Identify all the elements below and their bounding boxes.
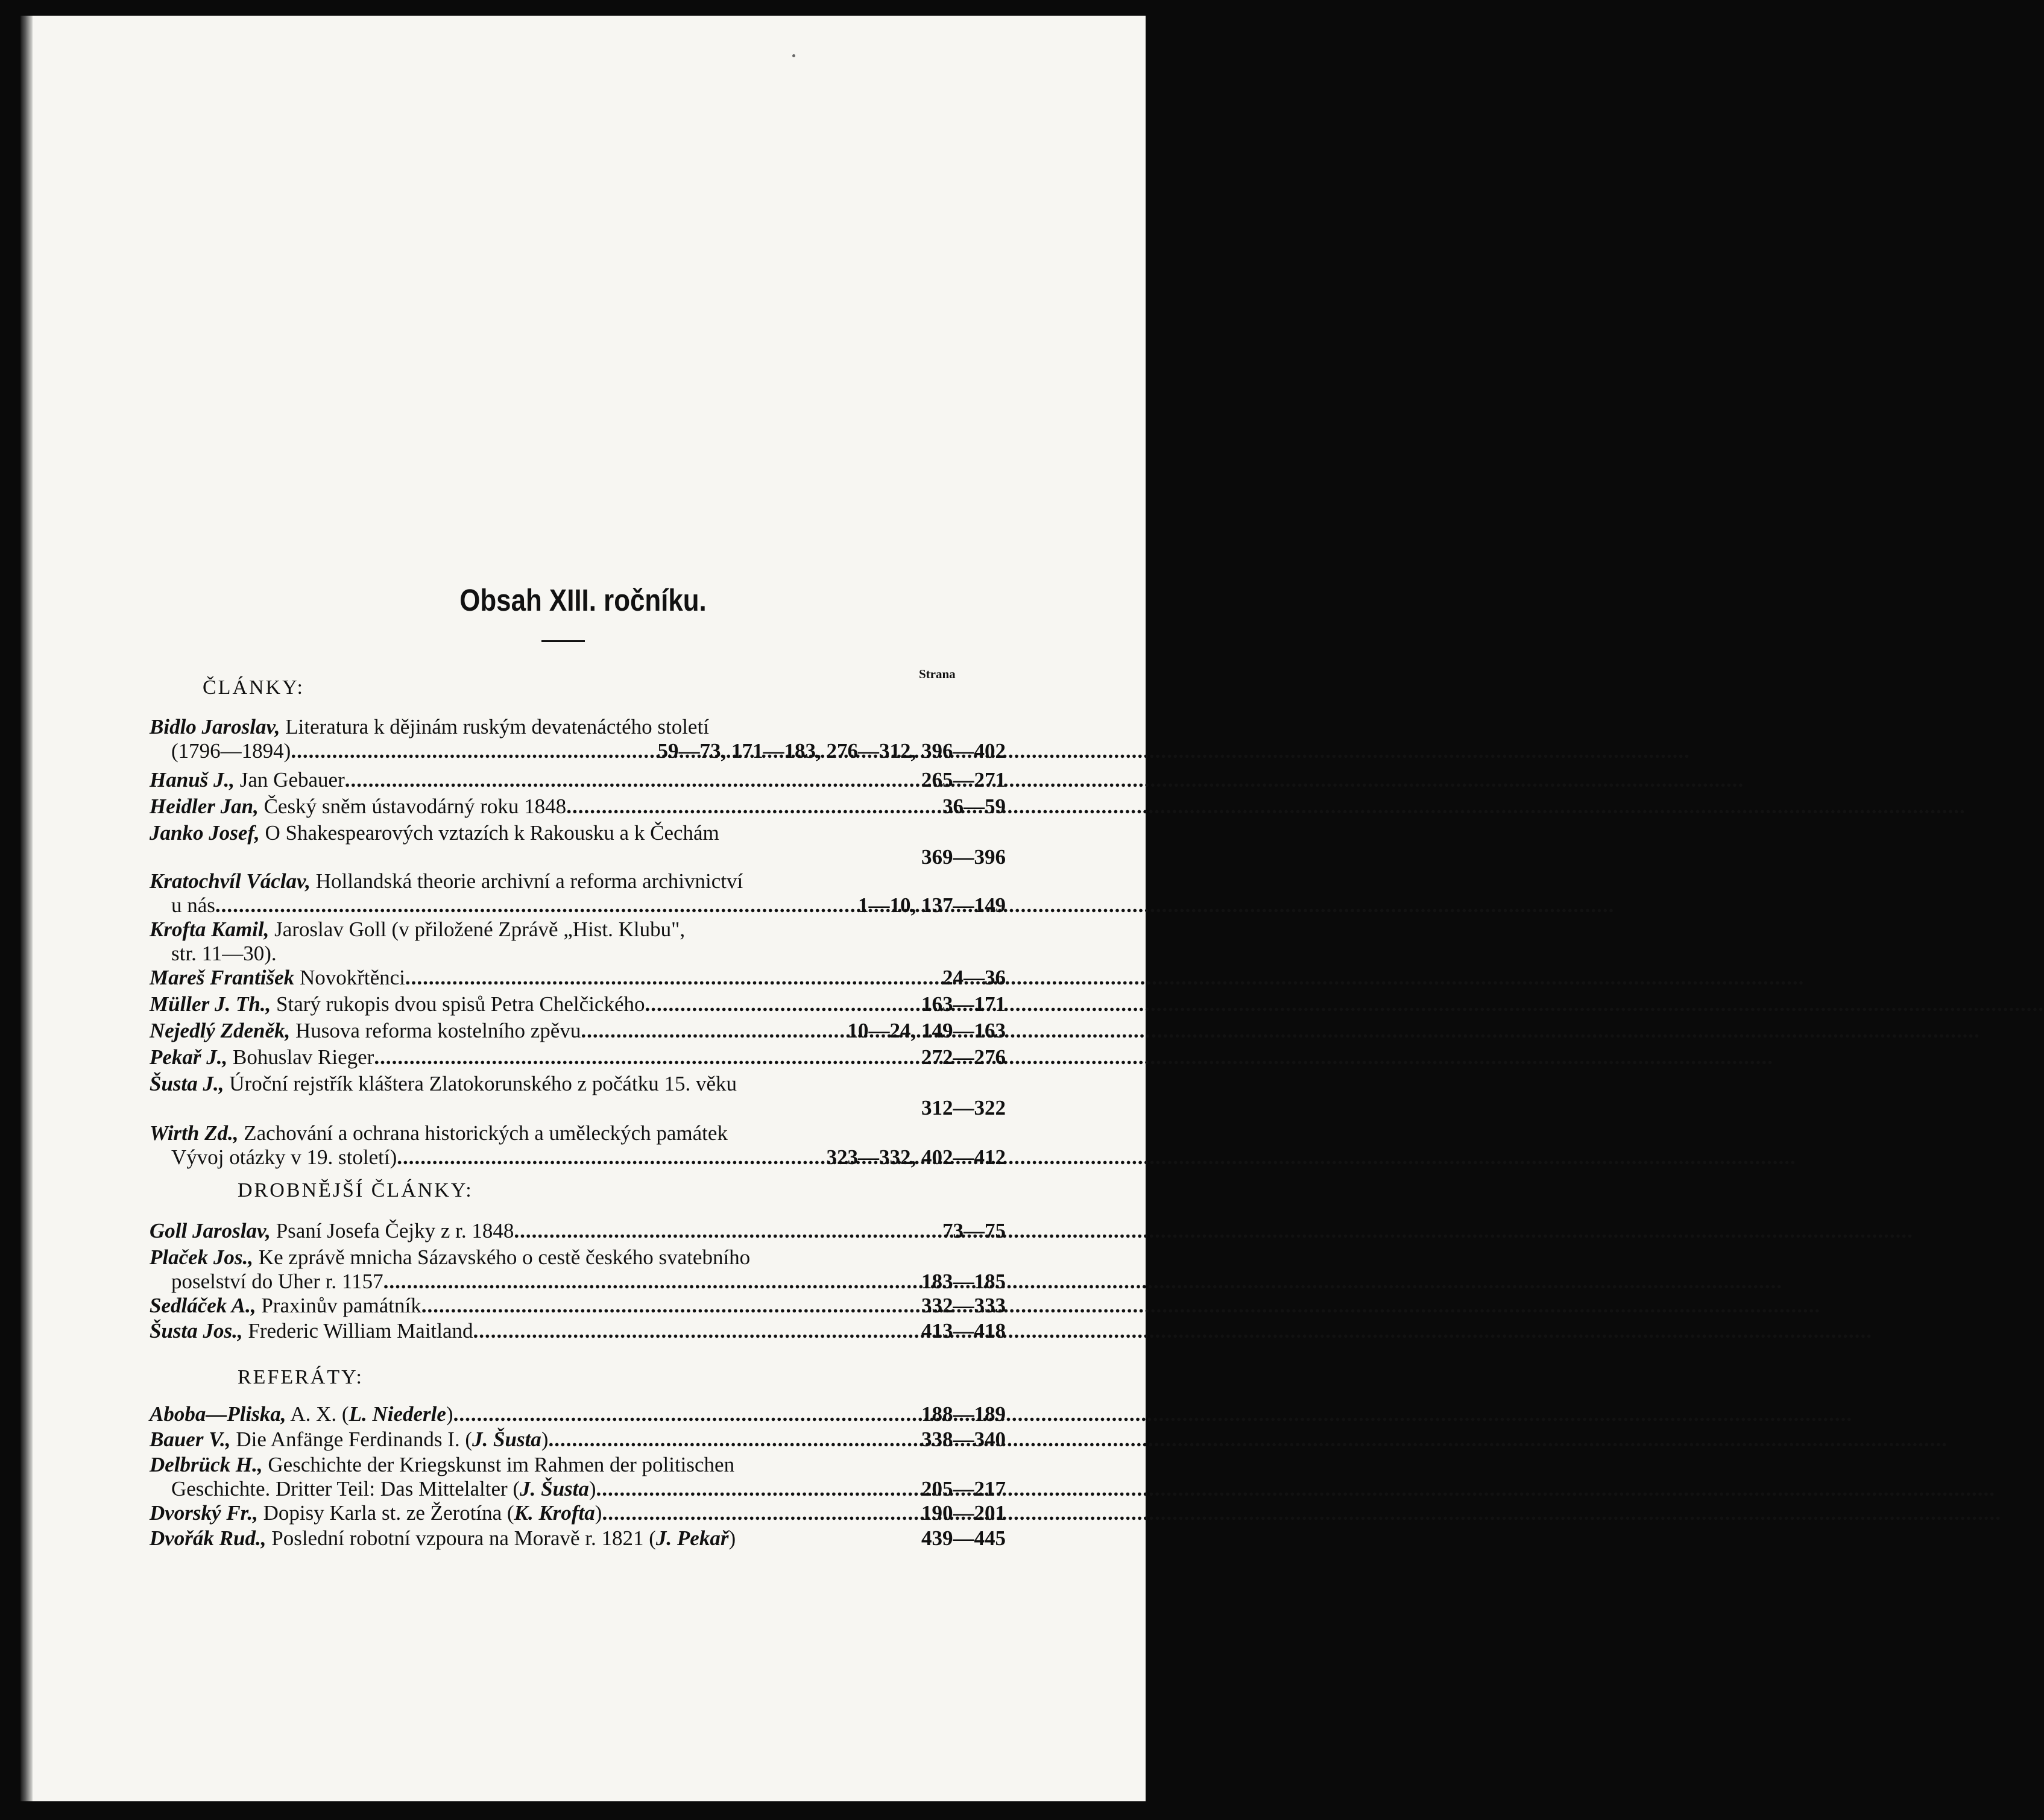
entry-pages: 272—276 bbox=[921, 1045, 1006, 1069]
toc-entry-muller[interactable] bbox=[150, 992, 1006, 1016]
entry-title: Frederic William Maitland bbox=[242, 1319, 473, 1343]
leader-dots bbox=[421, 1294, 921, 1318]
toc-entry-heidler[interactable] bbox=[150, 795, 1006, 819]
entry-author: Šusta J., bbox=[150, 1072, 224, 1095]
leader-dots bbox=[453, 1402, 921, 1426]
entry-title: Praxinův památník bbox=[256, 1294, 421, 1317]
toc-entry-mares[interactable] bbox=[150, 966, 1006, 990]
entry-title: Ke zprávě mnicha Sázavského o cestě českého svatebního bbox=[253, 1245, 751, 1269]
entry-pages: 338—340 bbox=[921, 1428, 1006, 1451]
entry-title-continued: poselství do Uher r. 1157 bbox=[171, 1270, 383, 1293]
entry-reviewer: J. Šusta bbox=[472, 1428, 541, 1451]
leader-dots bbox=[291, 739, 657, 763]
toc-entry-placek[interactable] bbox=[150, 1245, 1006, 1294]
entry-title-continued: Vývoj otázky v 19. století) bbox=[171, 1145, 397, 1169]
entry-pages: 205—217 bbox=[921, 1477, 1006, 1500]
page-title: Obsah XIII. ročníku. bbox=[459, 583, 707, 617]
entry-author: Janko Josef, bbox=[150, 821, 260, 845]
book-page bbox=[21, 16, 1146, 1801]
toc-entry-aboba[interactable] bbox=[150, 1402, 1006, 1426]
entry-reviewer: J. Pekař bbox=[655, 1526, 729, 1550]
toc-entry-pekar[interactable] bbox=[150, 1045, 1006, 1069]
entry-pages: 183—185 bbox=[921, 1270, 1006, 1293]
entry-author: Aboba—Pliska, bbox=[150, 1402, 286, 1426]
entry-pages: 332—333 bbox=[921, 1294, 1006, 1317]
toc-entry-krofta[interactable] bbox=[150, 918, 1006, 966]
leader-dots bbox=[581, 1019, 847, 1043]
toc-entry-dvorak[interactable] bbox=[150, 1526, 1006, 1551]
leader-dots bbox=[645, 992, 922, 1016]
entry-close-paren: ) bbox=[595, 1501, 602, 1525]
toc-entry-dvorsky[interactable] bbox=[150, 1501, 1006, 1525]
entry-close-paren: ) bbox=[728, 1526, 736, 1550]
toc-entry-kratochvil[interactable] bbox=[150, 869, 1006, 918]
entry-title: O Shakespearových vztazích k Rakousku a k Čechám bbox=[259, 821, 719, 845]
toc-entry-susta2[interactable] bbox=[150, 1319, 1006, 1343]
toc-entry-wirth[interactable] bbox=[150, 1121, 1006, 1170]
entry-pages: 10—24, 149—163 bbox=[847, 1019, 1006, 1042]
toc-entry-hanus[interactable] bbox=[150, 768, 1006, 792]
entry-pages: 163—171 bbox=[921, 992, 1006, 1016]
entry-pages: 413—418 bbox=[921, 1319, 1006, 1343]
entry-author: Delbrück H., bbox=[150, 1453, 263, 1476]
entry-author: Müller J. Th., bbox=[150, 992, 271, 1016]
entry-author: Bauer V., bbox=[150, 1428, 231, 1451]
entry-reviewer: K. Krofta bbox=[514, 1501, 595, 1525]
toc-entry-sedlacek[interactable] bbox=[150, 1294, 1006, 1318]
entry-pages: 312—322 bbox=[921, 1096, 1006, 1119]
entry-title: Bohuslav Rieger bbox=[227, 1045, 374, 1069]
entry-author: Nejedlý Zdeněk, bbox=[150, 1019, 291, 1042]
entry-title: Literatura k dějinám ruským devatenáctého století bbox=[280, 715, 709, 738]
leader-dots bbox=[596, 1477, 921, 1501]
entry-pages: 1—10, 137—149 bbox=[858, 893, 1006, 917]
entry-author: Kratochvíl Václav, bbox=[150, 869, 311, 893]
toc-entry-nejedly[interactable] bbox=[150, 1019, 1006, 1043]
entry-pages: 265—271 bbox=[921, 768, 1006, 792]
leader-dots bbox=[405, 966, 942, 990]
entry-author: Sedláček A., bbox=[150, 1294, 256, 1317]
leader-dots bbox=[566, 795, 942, 819]
entry-title: Dopisy Karla st. ze Žerotína ( bbox=[257, 1501, 514, 1525]
entry-author: Pekař J., bbox=[150, 1045, 228, 1069]
leader-dots bbox=[345, 768, 921, 792]
entry-title-continued: u nás bbox=[171, 893, 215, 917]
leader-dots bbox=[473, 1319, 921, 1343]
entry-author: Hanuš J., bbox=[150, 768, 235, 792]
entry-title: A. X. ( bbox=[286, 1402, 349, 1426]
strana-column-label: Strana bbox=[919, 667, 956, 681]
entry-title: Jan Gebauer bbox=[235, 768, 345, 792]
entry-pages: 59—73, 171—183, 276—312, 396—402 bbox=[657, 739, 1006, 763]
entry-title: Úroční rejstřík kláštera Zlatokorunského z počátku 15. věku bbox=[224, 1072, 737, 1095]
entry-pages: 323—332, 402—412 bbox=[826, 1145, 1006, 1169]
leader-dots bbox=[514, 1219, 942, 1243]
entry-pages: 369—396 bbox=[921, 845, 1006, 869]
entry-pages: 24—36 bbox=[942, 966, 1006, 989]
entry-title: Psaní Josefa Čejky z r. 1848 bbox=[270, 1219, 514, 1242]
entry-title-continued: (1796—1894) bbox=[171, 739, 291, 763]
entry-author: Mareš František bbox=[150, 966, 295, 989]
section-heading-referaty: REFERÁTY: bbox=[238, 1366, 364, 1388]
toc-entry-susta[interactable] bbox=[150, 1072, 1006, 1120]
entry-title: Zachování a ochrana historických a uměleckých památek bbox=[238, 1121, 728, 1145]
toc-entry-janko[interactable] bbox=[150, 821, 1006, 869]
entry-title: Husova reforma kostelního zpěvu bbox=[290, 1019, 581, 1042]
entry-close-paren: ) bbox=[446, 1402, 453, 1426]
entry-author: Krofta Kamil, bbox=[150, 918, 270, 941]
entry-author: Bidlo Jaroslav, bbox=[150, 715, 280, 738]
entry-author: Šusta Jos., bbox=[150, 1319, 243, 1343]
section-heading-clanky: ČLÁNKY: bbox=[203, 676, 304, 699]
entry-author: Plaček Jos., bbox=[150, 1245, 254, 1269]
entry-title: Starý rukopis dvou spisů Petra Chelčického bbox=[271, 992, 645, 1016]
entry-title: Poslední robotní vzpoura na Moravě r. 1821 ( bbox=[266, 1526, 656, 1550]
entry-pages: 439—445 bbox=[921, 1526, 1006, 1550]
entry-pages: 188—189 bbox=[921, 1402, 1006, 1426]
entry-reviewer: L. Niederle bbox=[349, 1402, 446, 1426]
entry-title: Jaroslav Goll (v přiložené Zprávě „Hist. Klubu", bbox=[269, 918, 686, 941]
title-divider bbox=[541, 640, 585, 642]
leader-dots bbox=[548, 1428, 921, 1452]
leader-dots bbox=[215, 893, 858, 918]
entry-title-continued: str. 11—30). bbox=[171, 942, 277, 965]
entry-author: Goll Jaroslav, bbox=[150, 1219, 271, 1242]
entry-close-paren: ) bbox=[541, 1428, 549, 1451]
leader-dots bbox=[397, 1145, 826, 1170]
entry-pages: 73—75 bbox=[942, 1219, 1006, 1242]
entry-pages: 190—201 bbox=[921, 1501, 1006, 1525]
entry-title: Český sněm ústavodárný roku 1848 bbox=[258, 795, 567, 818]
leader-dots bbox=[383, 1270, 921, 1294]
table-of-contents bbox=[21, 16, 1146, 1801]
entry-author: Heidler Jan, bbox=[150, 795, 259, 818]
leader-dots bbox=[374, 1045, 921, 1069]
leader-dots bbox=[602, 1501, 921, 1525]
toc-entry-delbruck[interactable] bbox=[150, 1453, 1006, 1501]
entry-reviewer: J. Šusta bbox=[520, 1477, 589, 1500]
entry-author: Dvořák Rud., bbox=[150, 1526, 267, 1550]
entry-pages: 36—59 bbox=[942, 795, 1006, 818]
toc-entry-goll[interactable] bbox=[150, 1219, 1006, 1243]
entry-title-continued: Geschichte. Dritter Teil: Das Mittelalter ( bbox=[171, 1477, 520, 1500]
toc-entry-bidlo[interactable] bbox=[150, 715, 1006, 763]
toc-entry-bauer[interactable] bbox=[150, 1428, 1006, 1452]
entry-author: Wirth Zd., bbox=[150, 1121, 239, 1145]
entry-close-paren: ) bbox=[588, 1477, 596, 1500]
entry-title: Die Anfänge Ferdinands I. ( bbox=[230, 1428, 473, 1451]
entry-title: Novokřtěnci bbox=[294, 966, 405, 989]
section-heading-drobnejsi: DROBNĚJŠÍ ČLÁNKY: bbox=[238, 1179, 473, 1201]
entry-author: Dvorský Fr., bbox=[150, 1501, 258, 1525]
entry-title: Geschichte der Kriegskunst im Rahmen der politischen bbox=[262, 1453, 735, 1476]
entry-title: Hollandská theorie archivní a reforma archivnictví bbox=[311, 869, 743, 893]
